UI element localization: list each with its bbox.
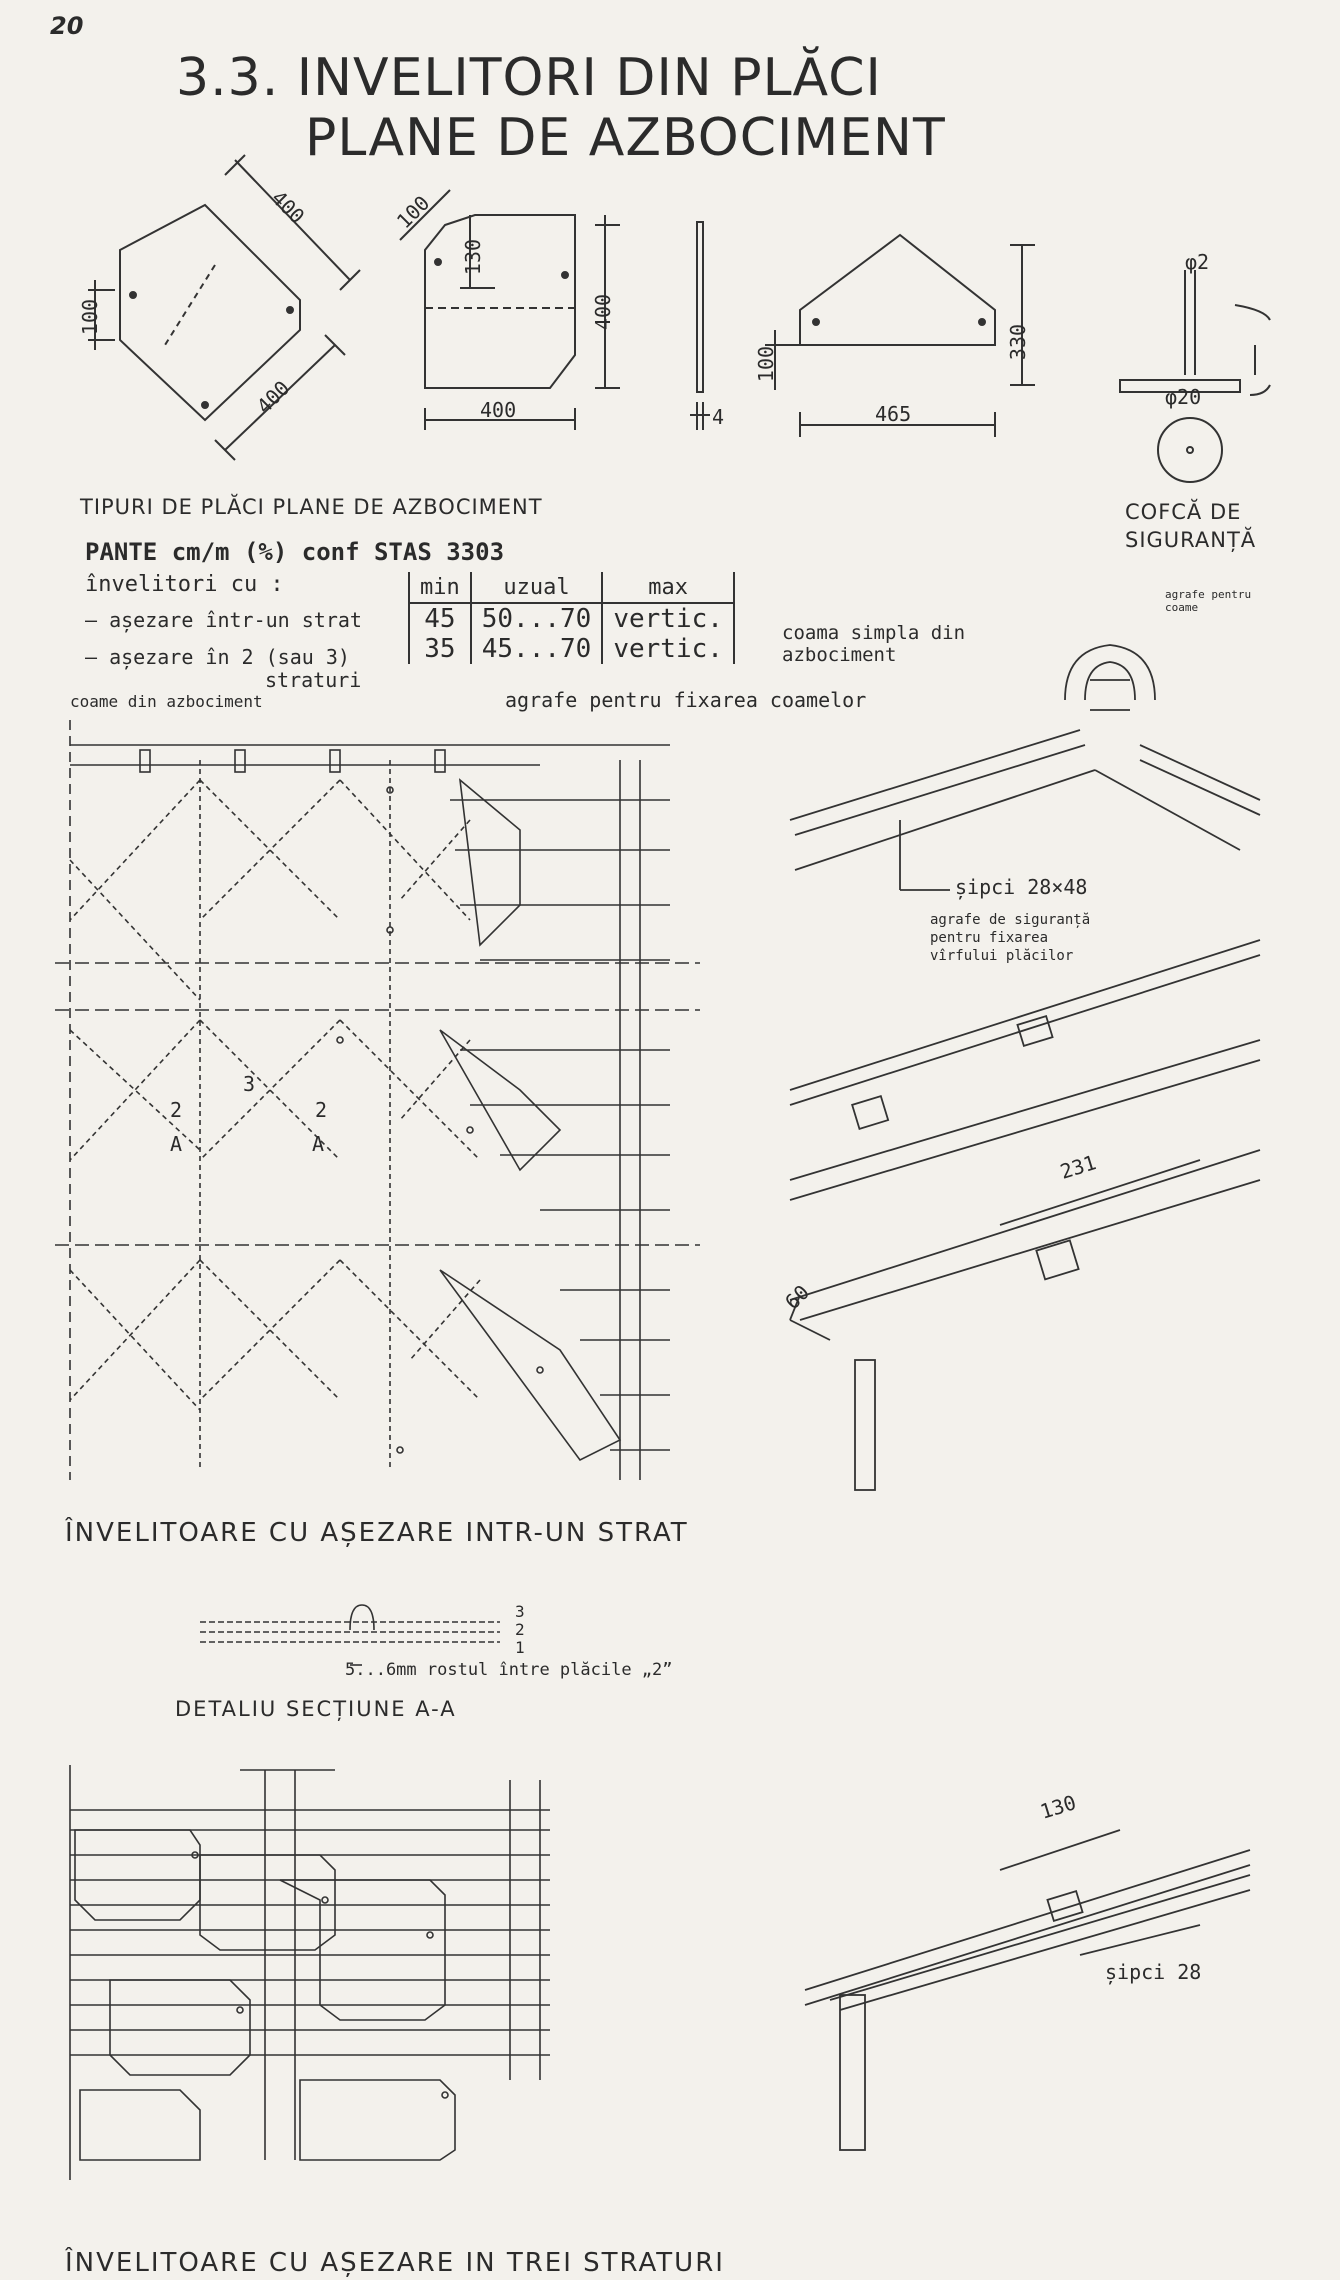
- cofca-label-2: SIGURANȚĂ: [1125, 528, 1257, 552]
- dim-label: 400: [251, 375, 295, 419]
- label-agrafe-sig-3: vîrfului plăcilor: [930, 948, 1074, 964]
- num-3: 3: [243, 1072, 256, 1096]
- dim-231: 231: [1057, 1150, 1099, 1184]
- dim-label: 100: [78, 298, 103, 336]
- slopes-heading: PANTE cm/m (%) conf STAS 3303: [85, 538, 505, 566]
- cofca-drawing: [1120, 270, 1270, 482]
- detail-num-2: 2: [515, 1620, 525, 1639]
- plate-type-edge: [690, 222, 710, 430]
- dim-label: 130: [461, 238, 486, 276]
- num-A1: A: [170, 1132, 183, 1156]
- page-title: 3.3. INVELITORI DIN PLĂCI: [176, 48, 882, 108]
- page-number: 20: [50, 12, 84, 40]
- slopes-table: [408, 572, 735, 664]
- detail-caption: DETALIU SECȚIUNE A-A: [175, 1697, 457, 1721]
- dim-label: φ2: [1185, 250, 1210, 274]
- slopes-sub: învelitori cu :: [85, 572, 284, 597]
- detail-num-3: 3: [515, 1602, 525, 1621]
- three-layer-section: [805, 1830, 1250, 2150]
- three-layer-plan: [70, 1765, 550, 2180]
- one-layer-section: [790, 645, 1260, 1490]
- dim-label: 400: [480, 398, 517, 422]
- cell: 50...70: [471, 603, 603, 634]
- label-agrafe-coame: agrafe pentru coame: [1165, 588, 1252, 614]
- label-agrafe-sig-2: pentru fixarea: [930, 930, 1049, 946]
- slopes-row-label: — așezare în 2 (sau 3): [85, 645, 350, 669]
- dim-label: 465: [875, 402, 912, 426]
- one-layer-plan: [55, 720, 700, 1480]
- dim-label: 100: [754, 345, 779, 383]
- plate-type-1: [88, 155, 360, 460]
- dim-60: 60: [780, 1279, 815, 1315]
- label-sipci: șipci 28×48: [955, 875, 1088, 899]
- cell: 45...70: [471, 634, 603, 664]
- col-max: max: [602, 572, 734, 603]
- dim-label: 330: [1006, 323, 1031, 361]
- detail-num-1: 1: [515, 1638, 525, 1657]
- col-min: min: [409, 572, 471, 603]
- plate-type-2: [400, 190, 620, 430]
- dim-130: 130: [1037, 1790, 1079, 1824]
- label-agrafe: agrafe pentru fixarea coamelor: [505, 688, 867, 712]
- num-2a: 2: [170, 1098, 183, 1122]
- one-layer-caption: ÎNVELITOARE CU AȘEZARE INTR-UN STRAT: [65, 1518, 689, 1548]
- cell: 35: [409, 634, 471, 664]
- cofca-label-1: COFCĂ DE: [1125, 500, 1242, 524]
- num-A2: A: [312, 1132, 325, 1156]
- detail-section: [200, 1605, 500, 1665]
- label-coama-simpla-2: azbociment: [782, 644, 897, 666]
- label-sipci-28: șipci 28: [1105, 1960, 1202, 1984]
- slopes-row-label: — așezare într-un strat: [85, 608, 362, 632]
- cell: vertic.: [602, 634, 734, 664]
- label-coama-simpla-1: coama simpla din: [782, 622, 966, 644]
- dim-label: 400: [591, 293, 616, 331]
- cell: vertic.: [602, 603, 734, 634]
- dim-label: 100: [391, 190, 435, 234]
- dim-label: 400: [266, 185, 310, 229]
- slopes-row-cont: straturi: [265, 668, 362, 692]
- col-uzual: uzual: [471, 572, 603, 603]
- detail-note: 5...6mm rostul între plăcile „2”: [345, 1660, 673, 1680]
- label-agrafe-sig-1: agrafe de siguranță: [930, 912, 1091, 928]
- three-layer-caption: ÎNVELITOARE CU AȘEZARE IN TREI STRATURI: [65, 2248, 725, 2278]
- cell: 45: [409, 603, 471, 634]
- dim-label: φ20: [1165, 385, 1202, 409]
- label-coame: coame din azbociment: [70, 692, 263, 711]
- dim-label: 4: [712, 405, 725, 429]
- num-2b: 2: [315, 1098, 328, 1122]
- page-subtitle: PLANE DE AZBOCIMENT: [305, 108, 946, 168]
- plate-types-caption: TIPURI DE PLĂCI PLANE DE AZBOCIMENT: [80, 495, 543, 519]
